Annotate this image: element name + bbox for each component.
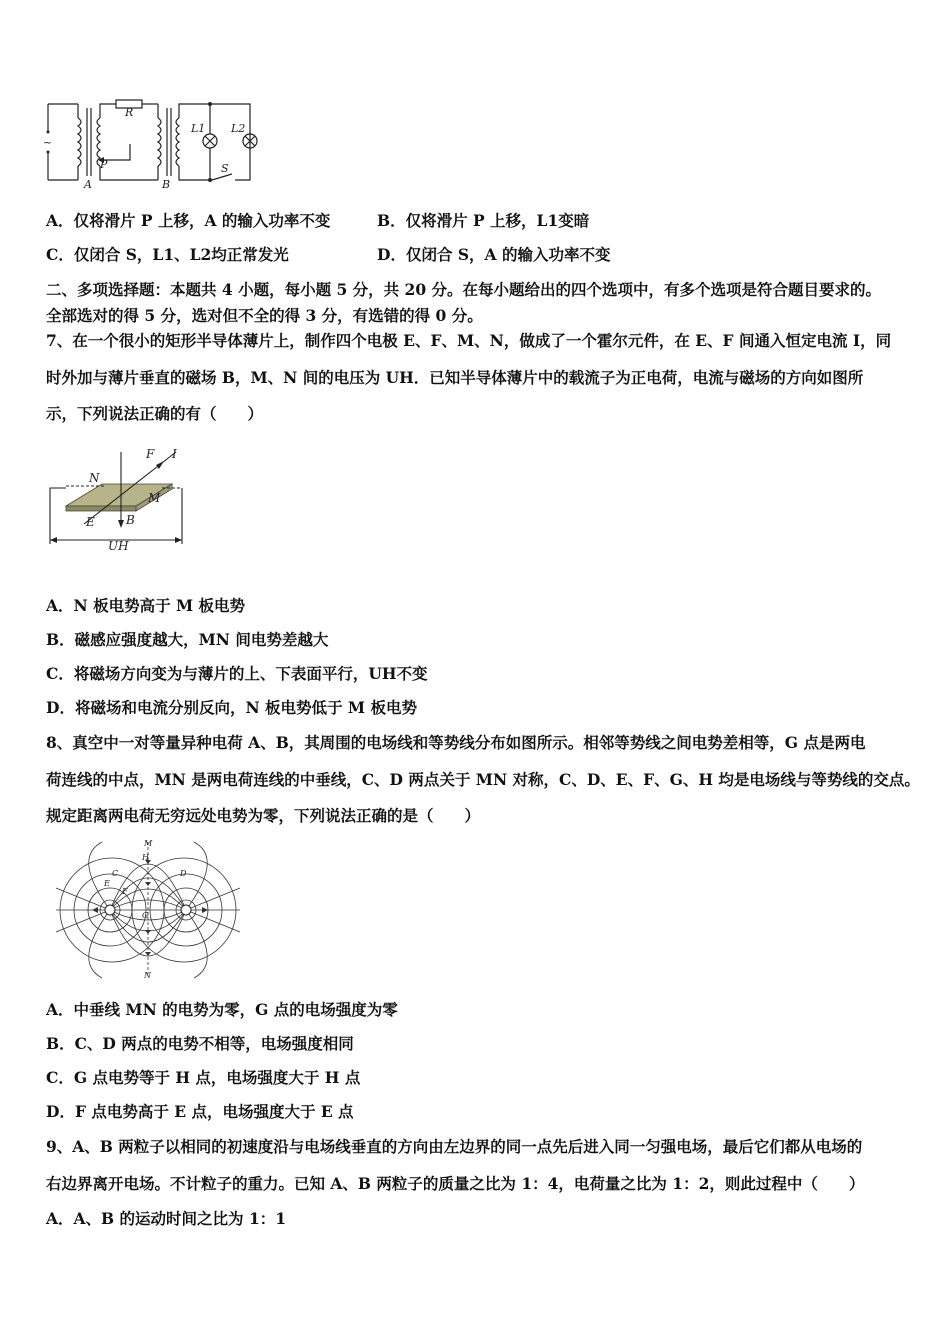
q7-option-c: C．将磁场方向变为与薄片的上、下表面平行，UH不变 [46, 664, 428, 683]
q7-label-M: M [148, 491, 161, 505]
q7-label-E: E [86, 515, 95, 529]
q8-option-b: B．C、D 两点的电势不相等，电场强度相同 [46, 1034, 354, 1053]
section-2-instructions-line1: 二、多项选择题：本题共 4 小题，每小题 5 分，共 20 分。在每小题给出的四个选项中，有多个选项是符合题目要求的。 [46, 280, 882, 299]
q6-label-L1: L1 [191, 122, 206, 135]
q7-option-d: D．将磁场和电流分别反向，N 板电势低于 M 板电势 [46, 698, 417, 717]
q7-label-I: I [172, 447, 177, 461]
q8-option-c: C．G 点电势等于 H 点，电场强度大于 H 点 [46, 1068, 361, 1087]
q6-label-P: P [100, 158, 108, 171]
q6-label-L2: L2 [231, 122, 246, 135]
q7-label-N: N [89, 471, 100, 485]
q6-label-ac: ~ [43, 136, 53, 149]
q6-label-B: B [162, 178, 171, 188]
q6-label-A: A [84, 178, 92, 188]
q6-label-S: S [221, 162, 229, 175]
q8-label-G: G [142, 911, 149, 920]
q9-stem-line1: 9、A、B 两粒子以相同的初速度沿与电场线垂直的方向由左边界的同一点先后进入同一匀强电场，最后它们都从电场的 [46, 1137, 863, 1156]
q8-label-E: E [104, 879, 110, 888]
section-2-instructions-line2: 全部选对的得 5 分，选对但不全的得 3 分，有选错的得 0 分。 [46, 306, 483, 325]
q6-option-d: D．仅闭合 S，A 的输入功率不变 [377, 245, 611, 264]
q8-label-F: F [122, 887, 128, 896]
q7-option-b: B．磁感应强度越大，MN 间电势差越大 [46, 630, 329, 649]
q8-option-a: A．中垂线 MN 的电势为零，G 点的电场强度为零 [46, 1000, 398, 1019]
q8-option-d: D．F 点电势高于 E 点，电场强度大于 E 点 [46, 1102, 354, 1121]
q7-option-a: A．N 板电势高于 M 板电势 [46, 596, 246, 615]
q7-hall-element-figure [44, 444, 194, 554]
q6-option-a: A．仅将滑片 P 上移，A 的输入功率不变 [46, 211, 331, 230]
q7-stem-line3: 示，下列说法正确的有（ ） [46, 404, 264, 423]
q8-stem-line3: 规定距离两电荷无穷远处电势为零，下列说法正确的是（ ） [46, 806, 481, 825]
q8-label-D: D [180, 869, 187, 878]
q9-stem-line2: 右边界离开电场。不计粒子的重力。已知 A、B 两粒子的质量之比为 1：4，电荷量之比为 1：2，则此过程中（ ） [46, 1174, 865, 1193]
q6-label-R: R [125, 106, 134, 119]
q6-option-c: C．仅闭合 S，L1、L2均正常发光 [46, 245, 289, 264]
q7-label-UH: UH [108, 539, 129, 553]
q7-stem-line2: 时外加与薄片垂直的磁场 B，M、N 间的电压为 UH．已知半导体薄片中的载流子为正电荷，电流与磁场的方向如图所 [46, 368, 864, 387]
q8-field-lines-figure [52, 838, 244, 980]
q7-label-F: F [146, 447, 155, 461]
q7-label-B: B [126, 513, 135, 527]
q6-circuit-figure [40, 96, 260, 188]
q8-stem-line1: 8、真空中一对等量异种电荷 A、B，其周围的电场线和等势线分布如图所示。相邻等势线之间电势差相等，G 点是两电 [46, 733, 866, 752]
q7-stem-line1: 7、在一个很小的矩形半导体薄片上，制作四个电极 E、F、M、N，做成了一个霍尔元件，在 E、F 间通入恒定电流 I，同 [46, 331, 892, 350]
q9-option-a: A．A、B 的运动时间之比为 1：1 [46, 1209, 287, 1228]
q8-label-H: H [142, 853, 149, 862]
q8-stem-line2: 荷连线的中点，MN 是两电荷连线的中垂线，C、D 两点关于 MN 对称，C、D、E、F、G、H 均是电场线与等势线的交点。 [46, 770, 920, 789]
q6-option-b: B．仅将滑片 P 上移，L1变暗 [377, 211, 590, 230]
q8-label-N: N [144, 971, 151, 980]
q8-label-C: C [112, 869, 119, 878]
q8-label-M: M [144, 839, 153, 848]
